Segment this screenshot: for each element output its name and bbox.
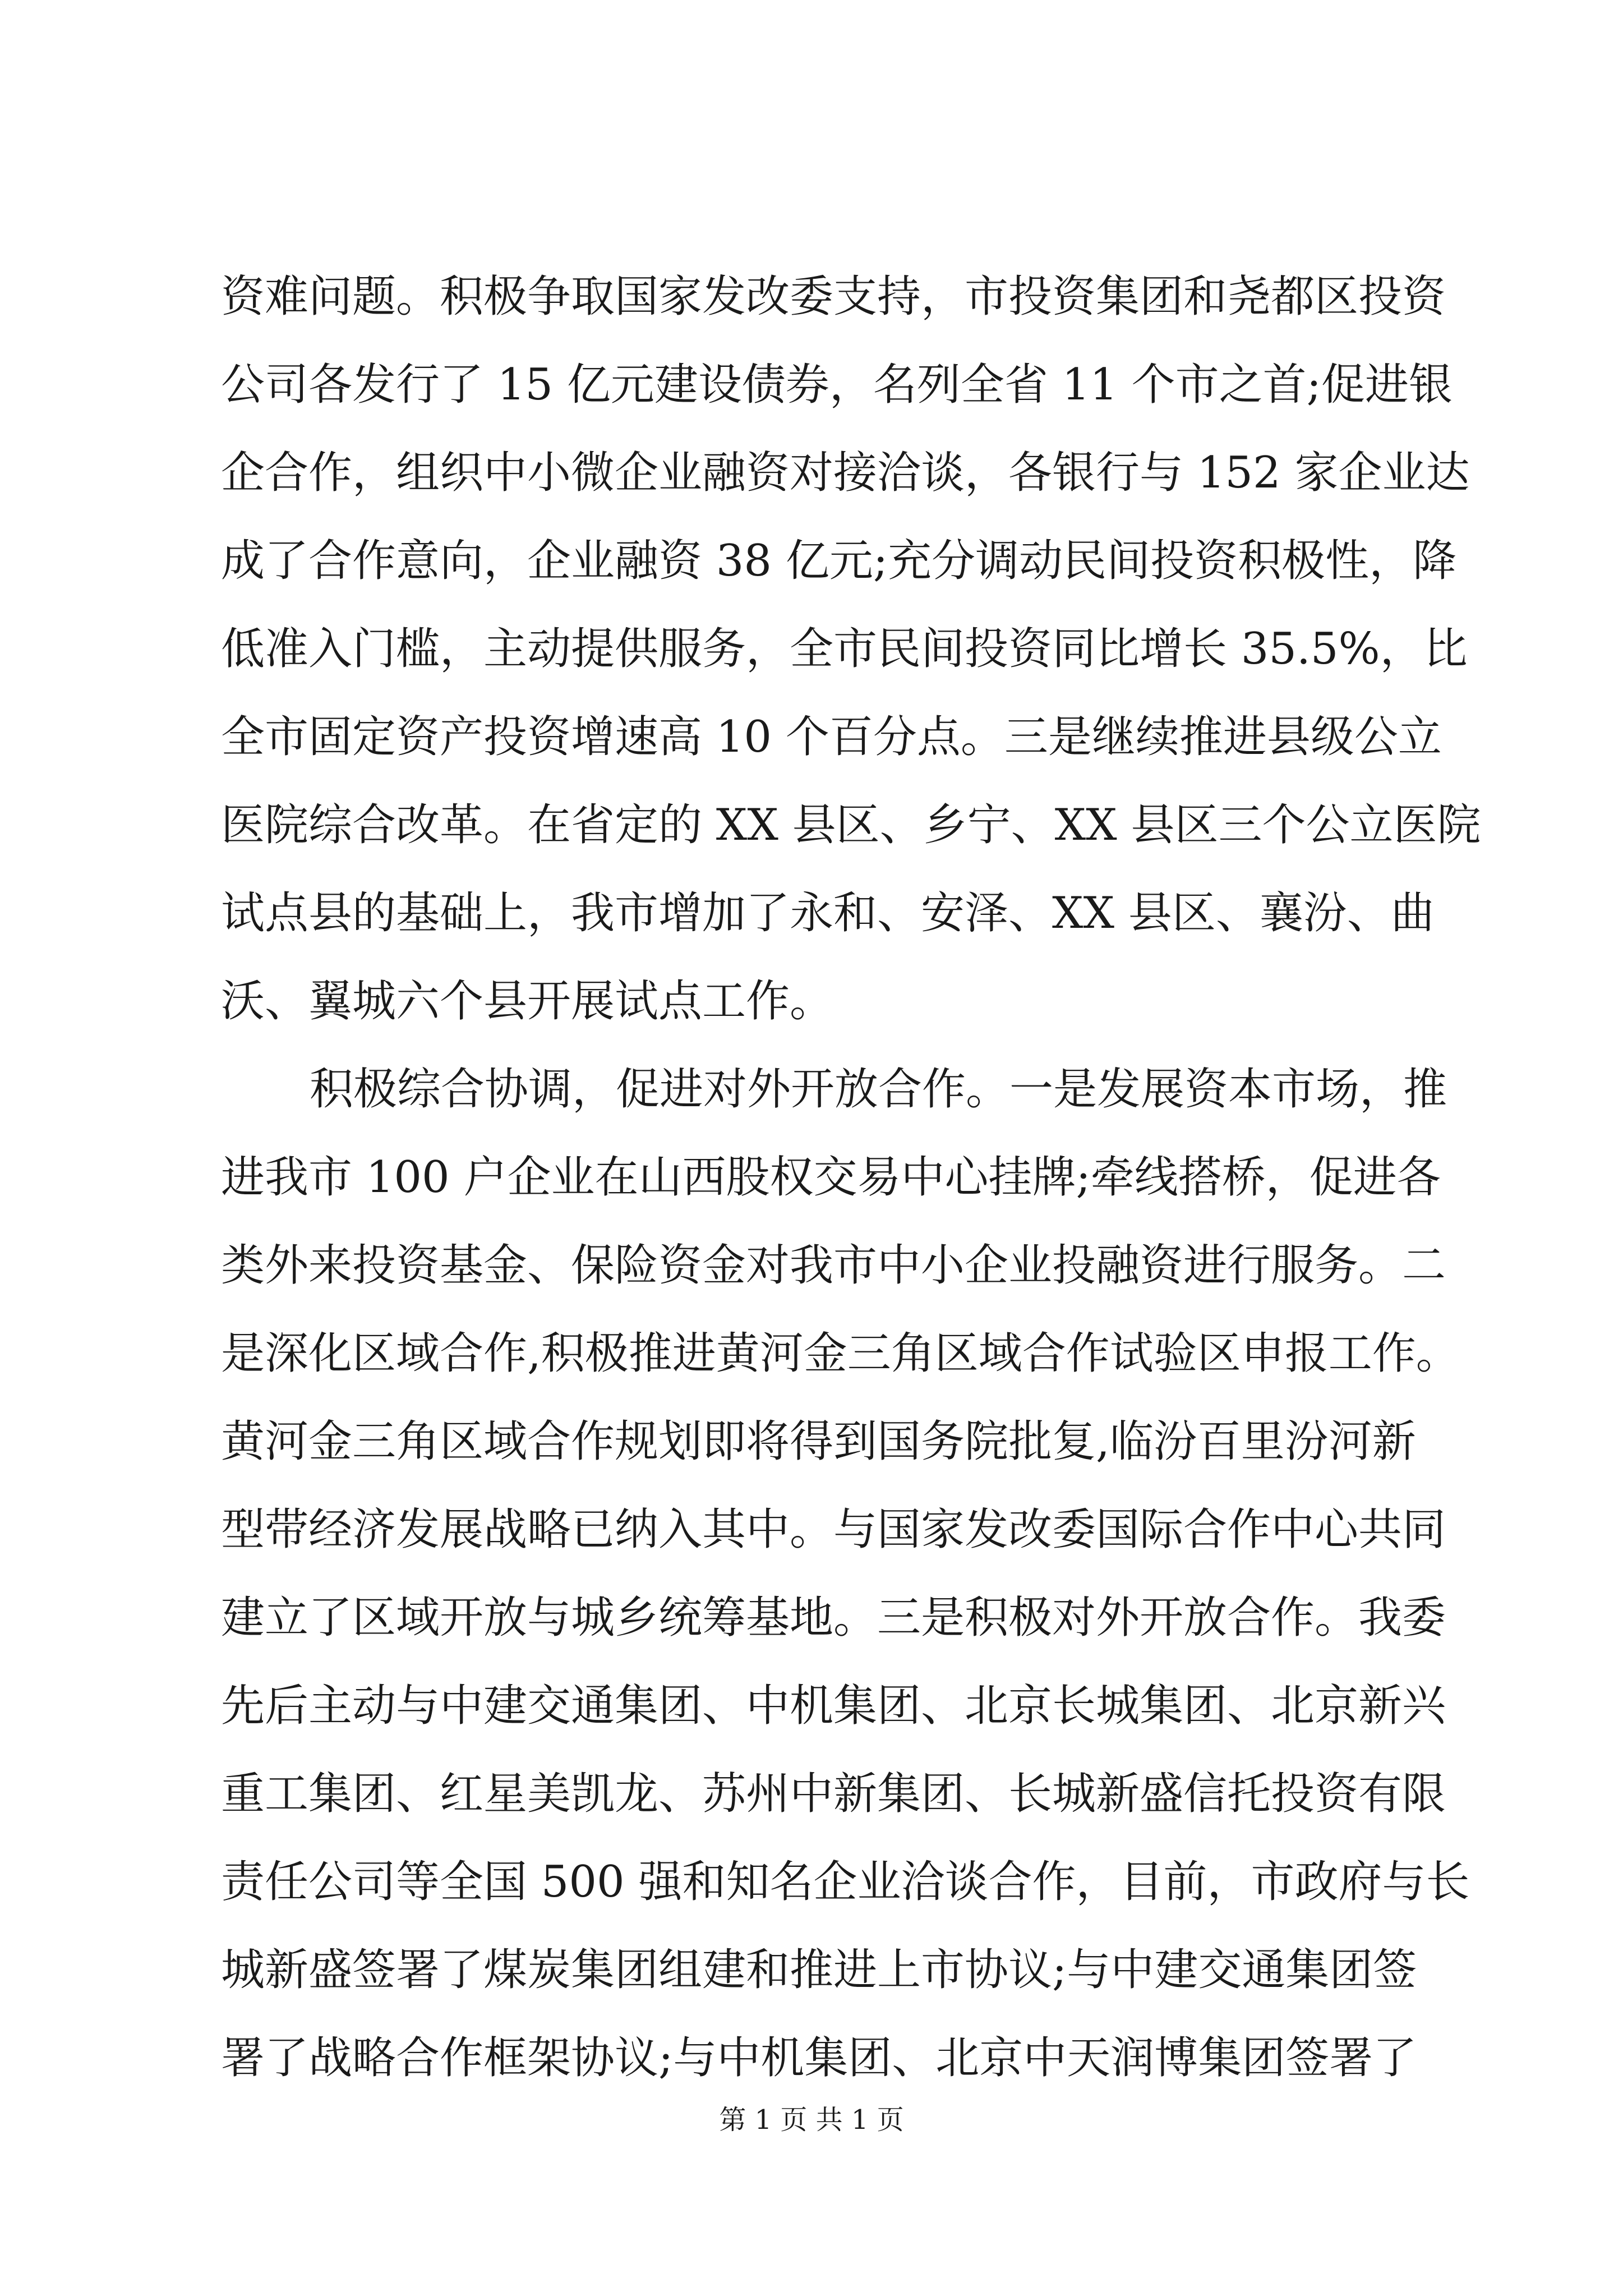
text-line: 责任公司等全国 500 强和知名企业洽谈合作，目前，市政府与长 [221,1857,1470,1907]
text-line: 成了合作意向，企业融资 38 亿元;充分调动民间投资积极性，降 [221,536,1457,586]
text-line: 署了战略合作框架协议;与中机集团、北京中天润博集团签署了 [221,2033,1417,2083]
text-line: 城新盛签署了煤炭集团组建和推进上市协议;与中建交通集团签 [221,1945,1417,1995]
text-line: 重工集团、红星美凯龙、苏州中新集团、长城新盛信托投资有限 [221,1769,1446,1819]
text-line: 是深化区域合作,积极推进黄河金三角区域合作试验区申报工作。 [221,1328,1460,1379]
text-line: 黄河金三角区域合作规划即将得到国务院批复,临汾百里汾河新 [221,1416,1416,1467]
text-line: 全市固定资产投资增速高 10 个百分点。三是继续推进县级公立 [221,712,1442,762]
text-line: 医院综合改革。在省定的 XX 县区、乡宁、XX 县区三个公立医院 [221,800,1481,850]
page-footer: 第 1 页 共 1 页 [719,2104,904,2136]
text-line: 先后主动与中建交通集团、中机集团、北京长城集团、北京新兴 [221,1681,1446,1731]
text-line: 低准入门槛，主动提供服务，全市民间投资同比增长 35.5%，比 [221,624,1468,674]
text-line: 建立了区域开放与城乡统筹基地。三是积极对外开放合作。我委 [221,1593,1446,1643]
paragraph-first-line: 积极综合协调，促进对外开放合作。一是发展资本市场，推 [310,1064,1447,1115]
text-line: 沃、翼城六个县开展试点工作。 [221,976,834,1027]
document-body [221,253,1481,2102]
text-line: 进我市 100 户企业在山西股权交易中心挂牌;牵线搭桥，促进各 [221,1152,1441,1203]
text-line: 类外来投资基金、保险资金对我市中小企业投融资进行服务。二 [221,1240,1446,1291]
text-line: 企合作，组织中小微企业融资对接洽谈，各银行与 152 家企业达 [221,448,1470,498]
text-line: 试点县的基础上，我市增加了永和、安泽、XX 县区、襄汾、曲 [221,888,1435,938]
text-line: 公司各发行了 15 亿元建设债券，名列全省 11 个市之首;促进银 [221,360,1453,410]
text-line: 资难问题。积极争取国家发改委支持，市投资集团和尧都区投资 [221,272,1446,322]
text-line: 型带经济发展战略已纳入其中。与国家发改委国际合作中心共同 [221,1504,1446,1555]
